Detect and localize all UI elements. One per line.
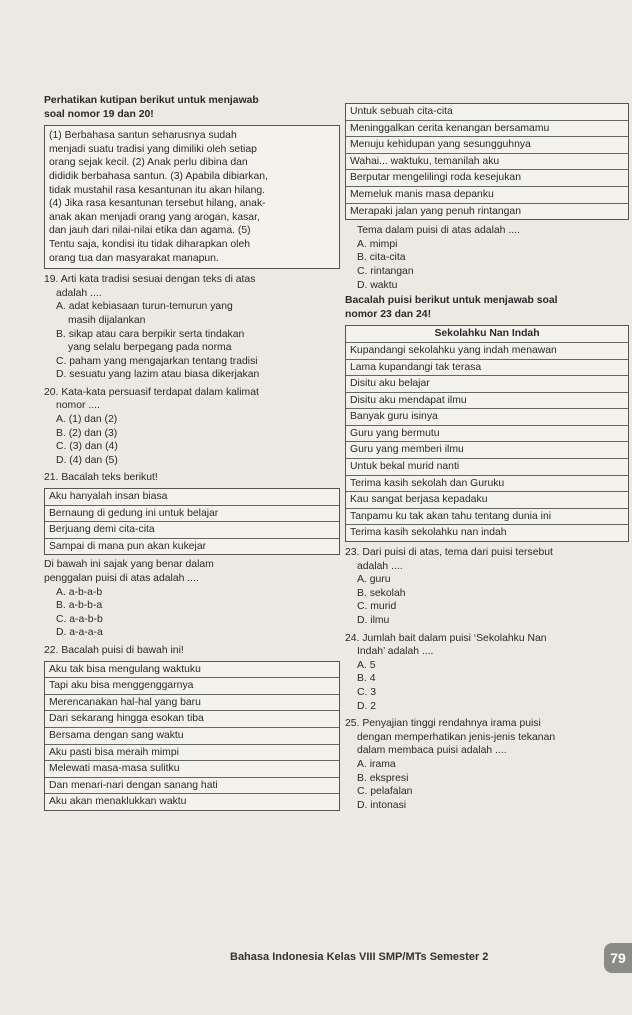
poem-box-22: Aku tak bisa mengulang waktuku Tapi aku bisa menggenggarnya Merencanakan hal-hal yang baru Dari sekarang hingga esokan tiba Bersama dengan sang waktu Aku pasti bisa meraih mimpi Melewati masa-masa sulitku Dan menari-nari dengan sanang hati Aku akan menaklukkan waktu	[44, 661, 340, 811]
question-24: 24. Jumlah bait dalam puisi ‘Sekolahku Nan Indah’ adalah .... A. 5 B. 4 C. 3 D. 2	[345, 632, 629, 714]
option-25d[interactable]: D. intonasi	[357, 799, 407, 811]
question-22-continued: Tema dalam puisi di atas adalah .... A. mimpi B. cita-cita C. rintangan D. waktu	[345, 224, 629, 292]
left-column	[44, 94, 340, 811]
option-22a[interactable]: A. mimpi	[357, 238, 398, 250]
option-21c[interactable]: C. a-a-b-b	[56, 613, 103, 625]
option-24a[interactable]: A. 5	[357, 659, 376, 671]
page-number: 79	[604, 943, 632, 973]
poem-box-22-continued: Untuk sebuah cita-cita Meninggalkan cerita kenangan bersamamu Menuju kehidupan yang sesungguhnya Wahai... waktuku, temanilah aku Berputar mengelilingi roda kesejukan Memeluk manis masa depanku Merapaki jalan yang penuh rintangan	[345, 103, 629, 220]
right-column	[345, 103, 629, 812]
option-24b[interactable]: B. 4	[357, 673, 376, 685]
option-23b[interactable]: B. sekolah	[357, 587, 406, 599]
option-23d[interactable]: D. ilmu	[357, 615, 390, 626]
question-22: 22. Bacalah puisi di bawah ini! Aku tak bisa mengulang waktuku Tapi aku bisa menggenggarnya Merencanakan hal-hal yang baru Dari sekarang hingga esokan tiba Bersama dengan sang waktu Aku pasti bisa meraih mimpi Melewati masa-masa sulitku Dan menari-nari dengan sanang hati Aku akan menaklukkan waktu	[44, 644, 340, 811]
option-20b[interactable]: B. (2) dan (3)	[56, 427, 118, 439]
option-25a[interactable]: A. irama	[357, 758, 396, 770]
option-23a[interactable]: A. guru	[357, 574, 391, 586]
reading-instruction: Perhatikan kutipan berikut untuk menjawab soal nomor 19 dan 20!	[44, 95, 259, 120]
poem-title: Untuk sebuah cita-cita	[346, 104, 628, 121]
question-23: 23. Dari puisi di atas, tema dari puisi tersebut adalah .... A. guru B. sekolah C. murid D. ilmu	[345, 546, 629, 628]
page-footer: Bahasa Indonesia Kelas VIII SMP/MTs Semester 2	[230, 951, 489, 963]
passage-text: (1) Berbahasa santun seharusnya sudah menjadi suatu tradisi yang dimiliki oleh setiap orang sejak kecil. (2) Anak perlu dibina dan dididik berbahasa santun. (3) Apabila dibiarkan, tidak mustahil rasa kesantunan itu akan hilang. (4) Jika rasa kesantunan tersebut hilang, anak- anak akan menjadi orang yang arogan, kasar, dan jauh dari nilai-nilai etika dan agama. (5) Tentu saja, kondisi itu tidak diharapkan oleh orang tua dan masyarakat manapun.	[49, 130, 268, 264]
option-25b[interactable]: B. ekspresi	[357, 772, 409, 784]
option-22c[interactable]: C. rintangan	[357, 265, 414, 277]
question-20: 20. Kata-kata persuasif terdapat dalam kalimat nomor .... A. (1) dan (2) B. (2) dan (3) C. (3) dan (4) D. (4) dan (5)	[44, 386, 340, 468]
option-21a[interactable]: A. a-b-a-b	[56, 586, 103, 598]
option-22d[interactable]: D. waktu	[357, 279, 398, 291]
option-20a[interactable]: A. (1) dan (2)	[56, 414, 118, 426]
option-24c[interactable]: C. 3	[357, 686, 377, 698]
question-21: 21. Bacalah teks berikut! Aku hanyalah insan biasa Bernaung di gedung ini untuk belajar Berjuang demi cita-cita Sampai di mana pun akan kukejar Di bawah ini sajak yang benar dalam penggalan puisi di atas adalah .... A. a-b-a-b B. a-b-b-a C. a-a-b-b D. a-a-a-a	[44, 471, 340, 640]
option-25c[interactable]: C. pelafalan	[357, 786, 413, 798]
question-19: 19. Arti kata tradisi sesuai dengan teks di atas adalah .... A. adat kebiasaan turun-temurun yang masih dijalankan B. sikap atau cara berpikir serta tindakan yang selalu berpegang pada norma C. paham yang mengajarkan tentang tradisi D. sesuatu yang lazim atau biasa dikerjakan	[44, 273, 340, 382]
poem-box-sekolahku: Sekolahku Nan Indah Kupandangi sekolahku yang indah menawan Lama kupandangi tak terasa Disitu aku belajar Disitu aku mendapat ilmu Banyak guru isinya Guru yang bermutu Guru yang memberi ilmu Untuk bekal murid nanti Terima kasih sekolah dan Guruku Kau sangat berjasa kepadaku Tanpamu ku tak akan tahu tentang dunia ini Terima kasih sekolahku nan indah	[345, 325, 629, 542]
poem-title: Sekolahku Nan Indah	[346, 326, 628, 343]
instruction-23-24: Bacalah puisi berikut untuk menjawab soal nomor 23 dan 24!	[345, 295, 558, 320]
option-21b[interactable]: B. a-b-b-a	[56, 600, 103, 612]
option-19c[interactable]: C. paham yang mengajarkan tentang tradisi	[56, 355, 258, 367]
option-19d[interactable]: D. sesuatu yang lazim atau biasa dikerjakan	[56, 369, 260, 381]
option-22b[interactable]: B. cita-cita	[357, 252, 406, 264]
poem-box-21: Aku hanyalah insan biasa Bernaung di gedung ini untuk belajar Berjuang demi cita-cita Sampai di mana pun akan kukejar	[44, 488, 340, 555]
option-23c[interactable]: C. murid	[357, 601, 397, 613]
option-20d[interactable]: D. (4) dan (5)	[56, 454, 118, 466]
option-20c[interactable]: C. (3) dan (4)	[56, 441, 118, 453]
option-24d[interactable]: D. 2	[357, 700, 377, 712]
option-21d[interactable]: D. a-a-a-a	[56, 627, 103, 639]
passage-box	[44, 125, 340, 269]
option-19b[interactable]: B. sikap atau cara berpikir serta tindakan yang selalu berpegang pada norma	[56, 328, 245, 354]
option-19a[interactable]: A. adat kebiasaan turun-temurun yang masih dijalankan	[56, 301, 233, 326]
question-25: 25. Penyajian tinggi rendahnya irama puisi dengan memperhatikan jenis-jenis tekanan dalam membaca puisi adalah .... A. irama B. ekspresi C. pelafalan D. intonasi	[345, 717, 629, 812]
